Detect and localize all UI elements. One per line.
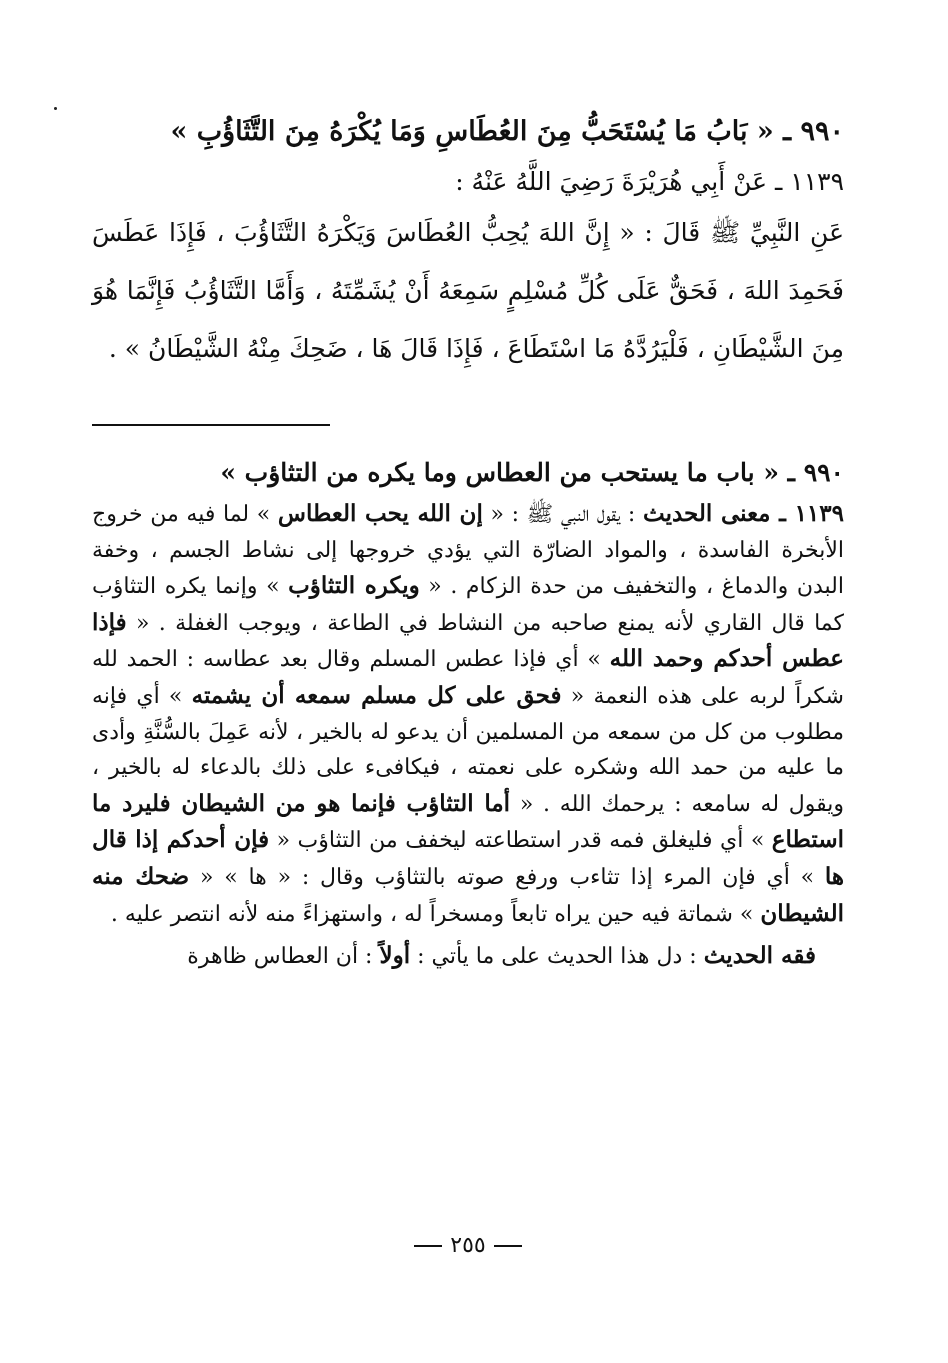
chapter-heading: ٩٩٠ ـ « بَابُ مَا يُسْتَحَبُّ مِنَ العُطَاسِ وَمَا يُكْرَهُ مِنَ التَّثَاؤُبِ »: [170, 116, 844, 147]
scan-speck: [54, 107, 57, 110]
dash-left: [494, 1245, 522, 1247]
page-number-footer: [92, 1231, 844, 1261]
page-number: ٢٥٥: [450, 1233, 486, 1258]
commentary-paragraph: [92, 496, 844, 932]
commentary-text: : يقول النبي ﷺ : «: [482, 502, 643, 527]
quoted-phrase: فإن أحدكم إذا قال ها: [92, 826, 845, 890]
book-page: [92, 108, 844, 1288]
hadith-number: ١١٣٩: [794, 500, 844, 527]
commentary-heading: ٩٩٠ ـ « باب ما يستحب من العطاس وما يكره من التثاؤب »: [220, 458, 844, 487]
quoted-phrase: ويكره التثاؤب: [288, 572, 420, 600]
commentary-text: » وإنما يكره التثاؤب كما قال القاري لأنه يمنع صاحبه من النشاط في الطاعة ، ويوجب الغفلة . «: [92, 574, 844, 636]
hadith-isnad: ١١٣٩ ـ عَنْ أَبِي هُرَيْرَةَ رَضِيَ اللَّهُ عَنْهُ :: [455, 167, 844, 196]
commentary-text: » أي فإن المرء إذا تثاءب ورفع صوته بالتثاؤب وقال : « ها » «: [189, 864, 825, 890]
commentary-text: » أي فإذا عطس المسلم وقال بعد عطاسه : الحمد لله شكراً لربه على هذه النعمة «: [92, 647, 844, 709]
fiqh-paragraph: [92, 938, 844, 975]
quoted-phrase: أما التثاؤب فإنما هو من الشيطان فليرد ما استطاع: [92, 789, 844, 854]
fiqh-label: فقه الحديث: [703, 942, 816, 970]
quoted-phrase: إن الله يحب العطاس: [277, 500, 483, 527]
quoted-phrase: ضحك منه الشيطان: [92, 862, 844, 927]
fiqh-first-label: أولاً: [379, 942, 411, 970]
commentary-text: » أي فليغلق فمه قدر استطاعته ليخفف من التثاؤب «: [269, 828, 772, 854]
quoted-phrase: فحق على كل مسلم سمعه أن يشمته: [191, 681, 562, 709]
dash-right: [414, 1245, 442, 1247]
commentary-text: » شماتة فيه حين يراه تابعاً ومسخراً له ، واستهزاءً منه لأنه انتصر عليه .: [110, 901, 761, 927]
commentary-text: » لما فيه من خروج الأبخرة الفاسدة ، والمواد الضارّة التي يؤدي خروجها إلى نشاط الجسم ، وخفة البدن والدماغ ، والتخفيف من حدة الزكام . «: [92, 502, 844, 600]
commentary-text: » أي فإنه مطلوب من كل من سمعه من المسلمين أن يدعو له بالخير ، لأنه عَمِلَ بالسُّنَّةِ وأدى ما عليه من حمد الله وشكره على نعمته ، فيكافىء على ذلك بالدعاء له بالخير ، ويقول له سامعه : يرحمك الله . «: [92, 683, 844, 817]
footnote-divider: [92, 424, 330, 426]
quoted-phrase: فإذا عطس أحدكم وحمد الله: [92, 608, 844, 673]
hadith-text: عَنِ النَّبِيِّ ﷺ قَالَ : « إِنَّ اللهَ يُحِبُّ العُطَاسَ وَيَكْرَهُ التَّثَاؤُبَ ، فَإِذَا عَطَسَ فَحَمِدَ اللهَ ، فَحَقٌّ عَلَى كُلِّ مُسْلِمٍ سَمِعَهُ أَنْ يُشَمِّتَهُ ، وَأَمَّا التَّثَاؤُبُ فَإِنَّمَا هُوَ مِنَ الشَّيْطَانِ ، فَلْيَرُدَّهُ مَا اسْتَطَاعَ ، فَإِذَا قَالَ هَا ، ضَحِكَ مِنْهُ الشَّيْطَانُ » .: [92, 218, 844, 363]
fiqh-text: : أن العطاس ظاهرة: [187, 944, 380, 970]
fiqh-text: : دل هذا الحديث على ما يأتي :: [410, 944, 704, 970]
meaning-label: ـ معنى الحديث: [642, 500, 795, 527]
